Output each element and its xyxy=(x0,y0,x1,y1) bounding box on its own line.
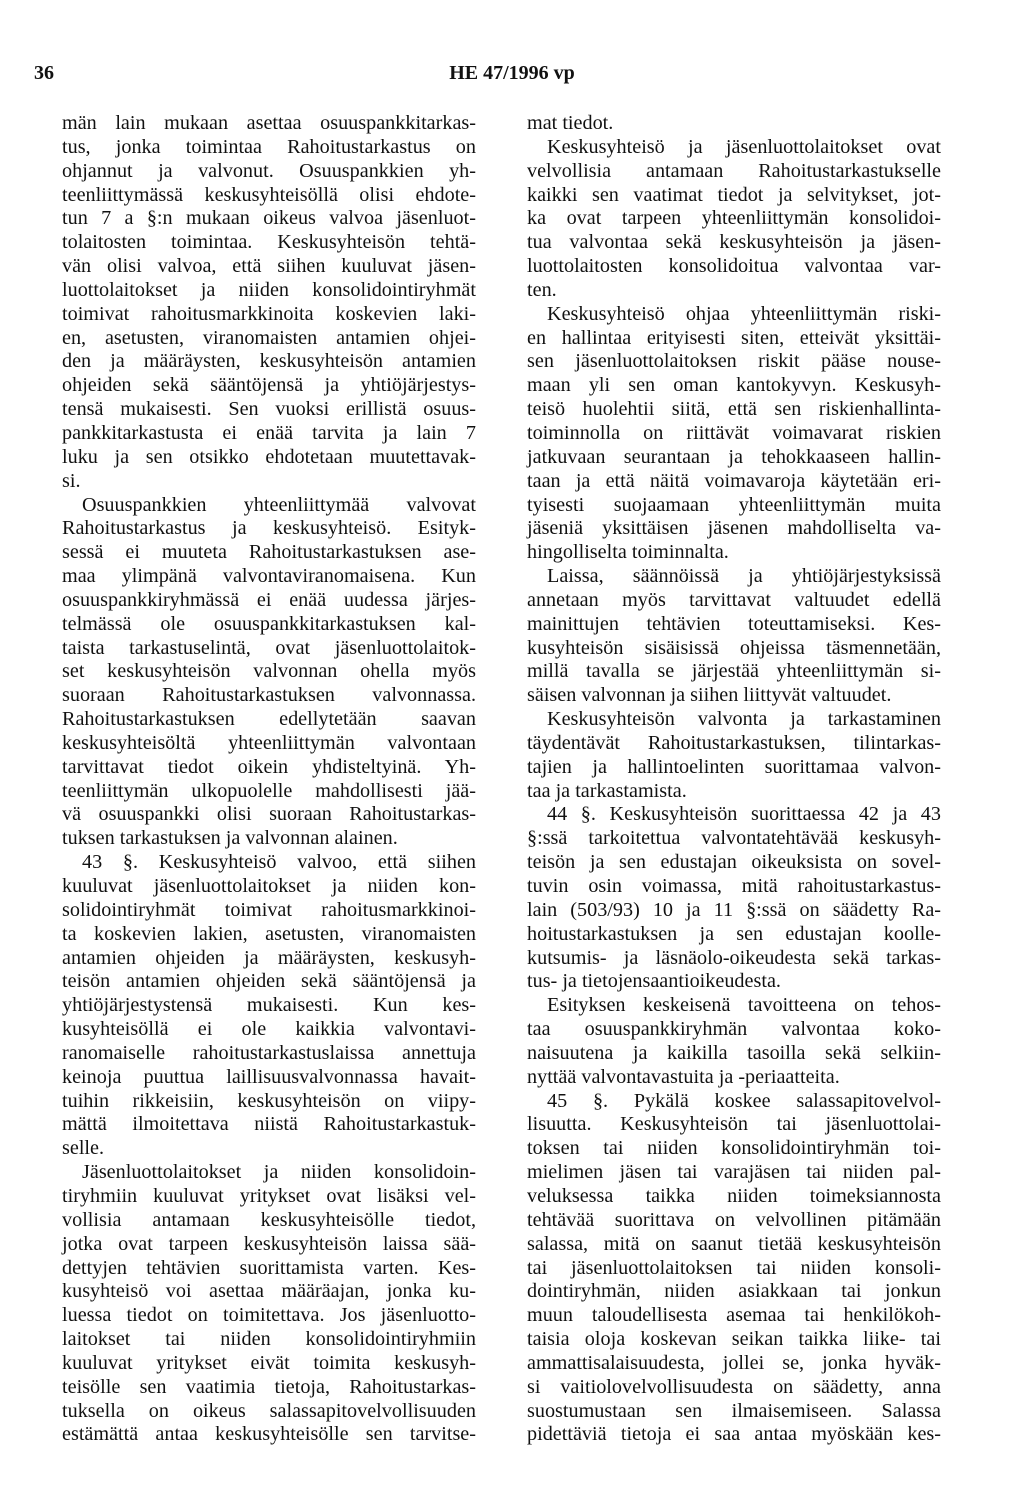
text-line: estämättä antaa keskusyhteisölle sen tarvitse- xyxy=(62,1423,476,1446)
text-line: ohjeiden sekä sääntöjensä ja yhtiöjärjestys- xyxy=(62,374,476,397)
text-line: vä osuuspankki olisi suoraan Rahoitustarkas- xyxy=(62,803,476,826)
text-line: jotka ovat tarpeen keskusyhteisön laissa sää- xyxy=(62,1232,476,1255)
text-line: set keskusyhteisön valvonnan ohella myös xyxy=(62,660,476,683)
text-line: mättä ilmoitettava niistä Rahoitustarkastuk- xyxy=(62,1113,476,1136)
text-line: suoraan Rahoitustarkastuksen valvonnassa. xyxy=(62,684,476,707)
text-line: tehtävää suorittava on velvollinen pitämään xyxy=(527,1208,941,1231)
text-line: lisuutta. Keskusyhteisön tai jäsenluottolai- xyxy=(527,1113,941,1136)
text-line: selle. xyxy=(62,1137,105,1160)
text-line: hoitustarkastuksen ja sen edustajan koolle- xyxy=(527,922,941,945)
text-line: Keskusyhteisö ohjaa yhteenliittymän riski- xyxy=(547,302,941,325)
text-line: sen jäsenluottolaitoksen riskit pääse nouse- xyxy=(527,350,941,373)
text-line: salassa, mitä on saanut tietää keskusyhteisön xyxy=(527,1232,941,1255)
text-line: täydentävät Rahoitustarkastuksen, tilintarkas- xyxy=(527,731,941,754)
text-line: veluksessa taikka niiden toimeksiannosta xyxy=(527,1184,941,1207)
text-line: maan yli sen oman kantokyvyn. Keskusyh- xyxy=(527,374,941,397)
text-line: §:ssä tarkoitettua valvontatehtävää keskusyh- xyxy=(527,827,941,850)
text-line: tun 7 a §:n mukaan oikeus valvoa jäsenluot- xyxy=(62,207,476,230)
text-line: jatkuvaan seurantaan ja tehokkaaseen hallin- xyxy=(527,445,941,468)
text-line: luottolaitokset ja niiden konsolidointiryhmät xyxy=(62,278,476,301)
text-line: jäseniä yksittäisen jäsenen mahdolliselta va- xyxy=(527,517,941,540)
text-line: kuuluvat jäsenluottolaitokset ja niiden kon- xyxy=(62,875,476,897)
text-line: Rahoitustarkastus ja keskusyhteisö. Esityk- xyxy=(62,517,476,540)
text-line: tuksen tarkastuksen ja valvonnan alainen. xyxy=(62,827,398,850)
text-line: kusyhteisön sisäisissä ohjeissa täsmennetään, xyxy=(527,636,941,659)
text-line: telmässä ole osuuspankkitarkastuksen kal- xyxy=(62,612,476,635)
text-line: ten. xyxy=(527,278,557,301)
text-line: Laissa, säännöissä ja yhtiöjärjestyksissä xyxy=(547,565,941,588)
text-line: suostumustaan sen ilmaisemiseen. Salassa xyxy=(527,1399,941,1422)
text-line: 44 §. Keskusyhteisön suorittaessa 42 ja 43 xyxy=(547,803,941,826)
page-number: 36 xyxy=(34,62,54,84)
text-line: pidettäviä tietoja ei saa antaa myöskään kes- xyxy=(527,1423,941,1446)
text-line: män lain mukaan asettaa osuuspankkitarkas- xyxy=(62,112,476,134)
text-line: teisön antamien ohjeiden sekä sääntöjensä ja xyxy=(62,970,476,993)
text-line: mat tiedot. xyxy=(527,112,614,134)
text-line: teisö huolehtii siitä, että sen riskienhallinta- xyxy=(527,398,941,421)
text-line: keskusyhteisöltä yhteenliittymän valvontaan xyxy=(62,731,476,754)
text-line: kaikki sen vaatimat tiedot ja selvitykset, jot- xyxy=(527,183,941,206)
text-line: muun taloudellisesta asemaa tai henkilökoh- xyxy=(527,1304,941,1327)
text-line: tolaitosten toimintaa. Keskusyhteisön tehtä- xyxy=(62,231,476,254)
text-line: taa osuuspankkiryhmän valvontaa koko- xyxy=(527,1018,941,1041)
text-line: taan ja että näitä voimavaroja käytetään eri- xyxy=(527,469,941,492)
text-line: tyisesti suojaamaan yhteenliittymän muita xyxy=(527,493,941,516)
text-line: en hallintaa erityisesti siten, etteivät yksittäi- xyxy=(527,326,941,349)
text-line: Jäsenluottolaitokset ja niiden konsolidoin- xyxy=(82,1161,476,1184)
text-line: keinoja puuttua laillisuusvalvonnassa havait- xyxy=(62,1065,476,1088)
text-line: tua valvontaa sekä keskusyhteisön ja jäsen- xyxy=(527,231,941,254)
text-line: toksen tai niiden konsolidointiryhmän toi- xyxy=(527,1137,941,1160)
text-line: maa ylimpänä valvontaviranomaisena. Kun xyxy=(62,565,476,588)
text-line: kuuluvat yritykset eivät toimita keskusyh- xyxy=(62,1351,476,1374)
text-line: tensä mukaisesti. Sen vuoksi erillistä osuus- xyxy=(62,398,476,421)
text-line: ammattisalaisuudesta, jollei se, jonka hyväk- xyxy=(527,1351,941,1374)
text-line: tuksella on oikeus salassapitovelvollisuuden xyxy=(62,1399,476,1422)
text-line: ohjannut ja valvonut. Osuuspankkien yh- xyxy=(62,159,476,182)
text-line: tiryhmiin kuuluvat yritykset ovat lisäksi vel- xyxy=(62,1184,476,1207)
text-line: 45 §. Pykälä koskee salassapitovelvol- xyxy=(547,1089,941,1112)
text-line: mainittujen tehtävien toteuttamiseksi. Kes- xyxy=(527,612,941,635)
text-line: Keskusyhteisön valvonta ja tarkastaminen xyxy=(547,708,941,731)
text-line: velvollisia antamaan Rahoitustarkastukselle xyxy=(527,159,941,182)
text-line: toiminnolla on riittävät voimavarat riskien xyxy=(527,421,941,444)
text-line: ranomaiselle rahoitustarkastuslaissa annettuja xyxy=(62,1041,476,1064)
text-line: annetaan myös tarvittavat valtuudet edellä xyxy=(527,588,941,611)
text-line: tai jäsenluottolaitoksen tai niiden konsoli- xyxy=(527,1256,941,1279)
text-line: säisen valvonnan ja siihen liittyvät valtuudet. xyxy=(527,684,892,707)
text-line: dointiryhmän, niiden asiakkaan tai jonkun xyxy=(527,1280,941,1303)
text-line: solidointiryhmät toimivat rahoitusmarkkinoi- xyxy=(62,898,476,921)
text-line: 43 §. Keskusyhteisö valvoo, että siihen xyxy=(82,851,476,874)
text-line: Rahoitustarkastuksen edellytetään saavan xyxy=(62,708,476,731)
text-line: si vaitiolovelvollisuudesta on säädetty, anna xyxy=(527,1375,941,1398)
text-line: tarvittavat tiedot oikein yhdisteltyinä. Yh- xyxy=(62,755,476,778)
text-line: si. xyxy=(62,469,81,492)
text-line: toimivat rahoitusmarkkinoita koskevien laki- xyxy=(62,302,476,325)
text-line: tuihin rikkeisiin, keskusyhteisön on viipy- xyxy=(62,1089,476,1112)
text-line: luku ja sen otsikko ehdotetaan muutettavak- xyxy=(62,445,476,468)
text-line: hingolliselta toiminnalta. xyxy=(527,541,729,564)
text-line: lain (503/93) 10 ja 11 §:ssä on säädetty Ra- xyxy=(527,898,941,921)
text-line: luottolaitosten konsolidoitua valvontaa var- xyxy=(527,255,941,278)
text-line: sessä ei muuteta Rahoitustarkastuksen ase- xyxy=(62,541,476,564)
text-line: yhtiöjärjestystensä mukaisesti. Kun kes- xyxy=(62,994,476,1017)
text-line: teisölle sen vaatimia tietoja, Rahoitustarkas- xyxy=(62,1375,476,1398)
text-line: dettyjen tehtävien suorittamista varten. Kes- xyxy=(62,1256,476,1279)
text-line: pankkitarkastusta ei enää tarvita ja lain 7 xyxy=(62,421,476,444)
text-line: teenliittymässä keskusyhteisöllä olisi ehdote- xyxy=(62,183,476,206)
text-line: vän olisi valvoa, että siihen kuuluvat jäsen- xyxy=(62,255,476,278)
text-line: kusyhteisöllä ei ole kaikkia valvontavi- xyxy=(62,1018,476,1041)
text-line: nyttää valvontavastuita ja -periaatteita. xyxy=(527,1065,840,1088)
text-line: tus, jonka toimintaa Rahoitustarkastus on xyxy=(62,135,476,158)
text-line: kusyhteisö voi asettaa määräajan, jonka ku- xyxy=(62,1280,476,1303)
text-line: ta koskevien lakien, asetusten, viranomaisten xyxy=(62,922,476,945)
text-line: den ja määräysten, keskusyhteisön antamien xyxy=(62,350,476,373)
text-line: teisön ja sen edustajan oikeuksista on sovel- xyxy=(527,851,941,874)
text-line: osuuspankkiryhmässä ei enää uudessa järjes- xyxy=(62,588,476,611)
text-line: naisuutena ja kaikilla tasoilla sekä selkiin- xyxy=(527,1041,941,1064)
text-line: teenliittymän ulkopuolelle mahdollisesti jää- xyxy=(62,779,476,802)
text-line: taa ja tarkastamista. xyxy=(527,779,687,802)
right-column xyxy=(527,112,941,1447)
text-line: vollisia antamaan keskusyhteisölle tiedot, xyxy=(62,1208,476,1231)
text-line: tajien ja hallintoelinten suorittamaa valvon- xyxy=(527,755,941,778)
text-line: mielimen jäsen tai varajäsen tai niiden pal- xyxy=(527,1161,941,1184)
text-line: millä tavalla se järjestää yhteenliittymän si- xyxy=(527,660,941,683)
text-line: Osuuspankkien yhteenliittymää valvovat xyxy=(82,493,476,516)
text-line: luessa tiedot on toimitettava. Jos jäsenluotto- xyxy=(62,1304,476,1327)
text-line: Esityksen keskeisenä tavoitteena on tehos- xyxy=(547,994,941,1017)
text-line: laitokset tai niiden konsolidointiryhmiin xyxy=(62,1328,476,1351)
running-header: HE 47/1996 vp xyxy=(449,62,575,84)
text-line: ka ovat tarpeen yhteenliittymän konsolidoi- xyxy=(527,207,941,230)
text-line: taista tarkastuselintä, ovat jäsenluottolaitok- xyxy=(62,636,476,659)
text-line: taisia oloja koskevan seikan taikka liike- tai xyxy=(527,1328,941,1351)
text-line: tus- ja tietojensaantioikeudesta. xyxy=(527,970,781,993)
text-line: en, asetusten, viranomaisten antamien ohjei- xyxy=(62,326,476,349)
text-line: Keskusyhteisö ja jäsenluottolaitokset ovat xyxy=(547,135,941,158)
text-line: kutsumis- ja läsnäolo-oikeudesta sekä tarkas- xyxy=(527,946,941,969)
text-line: antamien ohjeiden ja määräysten, keskusyh- xyxy=(62,946,476,969)
left-column xyxy=(62,112,476,1447)
text-line: tuvin osin voimassa, mitä rahoitustarkastus- xyxy=(527,875,941,897)
